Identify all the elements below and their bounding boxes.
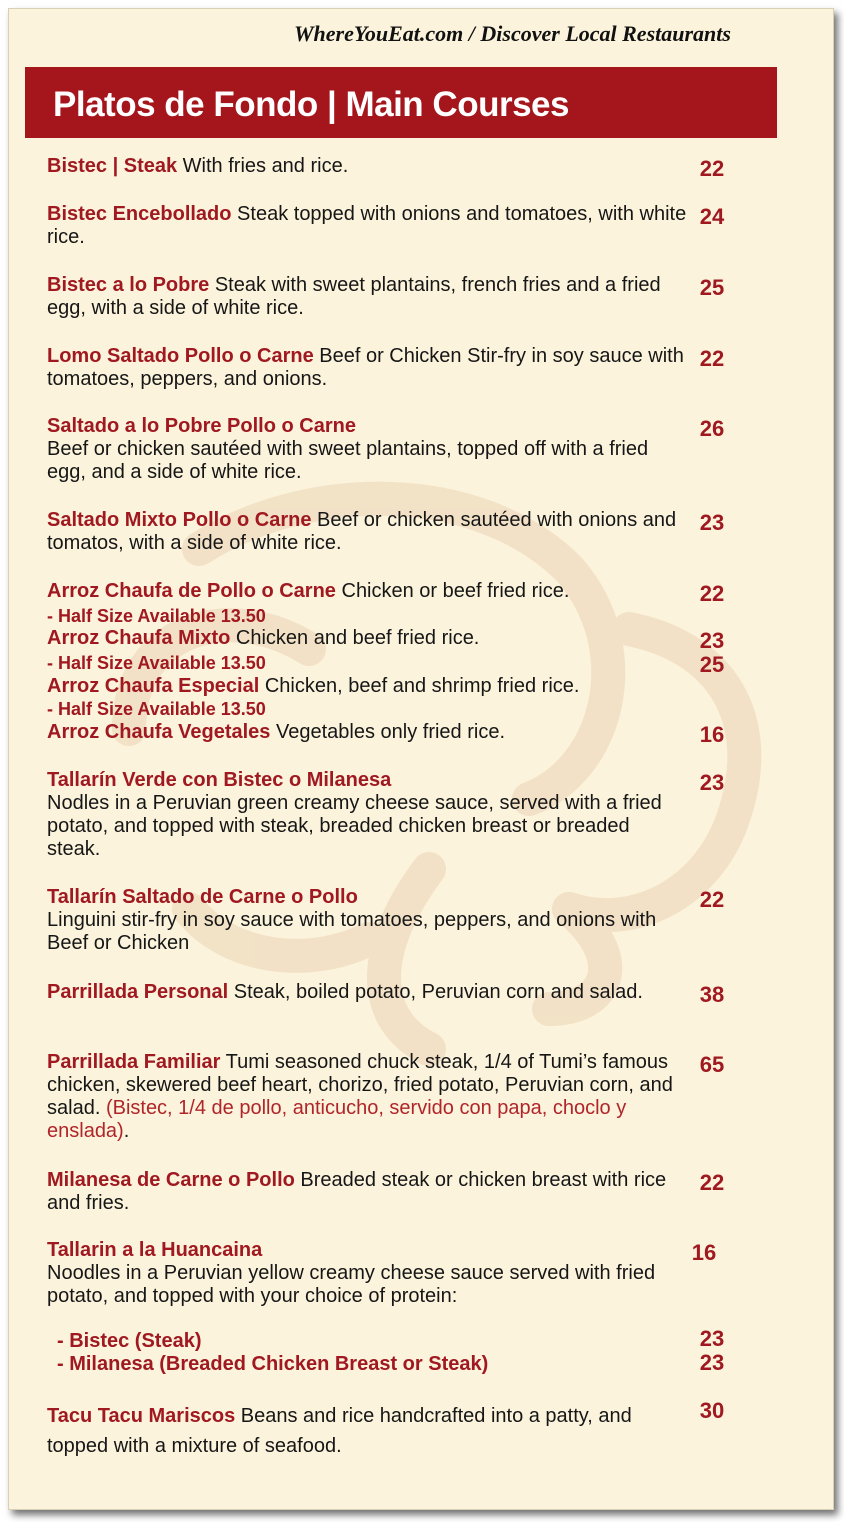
half-size-note: - Half Size Available 13.50 [47, 653, 266, 673]
item-price: 24 [699, 204, 725, 229]
item-price: 23 [699, 770, 725, 795]
menu-item-arroz-chaufa-mixto [47, 627, 687, 650]
item-name: Saltado Mixto Pollo o Carne [47, 509, 312, 531]
item-price: 26 [699, 416, 725, 441]
item-name: Bistec Encebollado [47, 203, 232, 225]
item-description: Steak topped with onions and tomatoes, with white rice. [47, 203, 687, 248]
half-size-note: - Half Size Available 13.50 [47, 606, 266, 626]
item-description: Steak with sweet plantains, french fries and a fried egg, with a side of white rice. [47, 274, 661, 319]
menu-item-lomo-saltado [47, 345, 687, 391]
item-price: 25 [699, 652, 725, 677]
menu-page [8, 8, 834, 1510]
item-name: Tallarín Saltado de Carne o Pollo [47, 886, 358, 908]
item-description: Noodles in a Peruvian yellow creamy cheese sauce served with fried potato, and topped with your choice of protein: [47, 1262, 656, 1307]
item-description: Beef or chicken sautéed with onions and tomatos, with a side of white rice. [47, 509, 677, 554]
item-price: 22 [699, 346, 725, 371]
item-description-spanish: (Bistec, 1/4 de pollo, anticucho, servido con papa, choclo y enslada) [47, 1097, 627, 1142]
menu-item-bistec-a-lo-pobre [47, 274, 687, 320]
menu-item-saltado-mixto [47, 509, 687, 555]
menu-item-arroz-chaufa-vegetales [47, 721, 687, 744]
item-description: Nodles in a Peruvian green creamy cheese sauce, served with a fried potato, and topped with steak, breaded chicken breast or breaded steak. [47, 792, 662, 860]
item-price: 65 [699, 1052, 725, 1077]
menu-item-milanesa [47, 1169, 687, 1215]
item-price: 22 [699, 887, 725, 912]
item-description: Linguini stir-fry in soy sauce with tomatoes, peppers, and onions with Beef or Chicken [47, 909, 657, 954]
item-description: Beans and rice handcrafted into a patty, and topped with a mixture of seafood. [47, 1405, 632, 1457]
menu-item-bistec [47, 155, 687, 178]
menu-item-tallarin-huancaina [47, 1239, 687, 1308]
item-price: 22 [699, 156, 725, 181]
item-name: Tallarin a la Huancaina [47, 1239, 263, 1261]
item-name: Tallarín Verde con Bistec o Milanesa [47, 769, 392, 791]
item-price: 16 [691, 1240, 717, 1265]
site-watermark[interactable]: WhereYouEat.com / Discover Local Restaurants [294, 21, 731, 46]
item-name: Arroz Chaufa Mixto [47, 627, 231, 649]
menu-item-arroz-chaufa-especial [47, 675, 687, 698]
section-header [25, 67, 777, 138]
menu-item-tallarin-verde [47, 769, 687, 861]
item-description: Chicken, beef and shrimp fried rice. [259, 675, 580, 697]
item-price: 30 [699, 1398, 725, 1423]
half-size-note: - Half Size Available 13.50 [47, 699, 266, 719]
item-name: Tacu Tacu Mariscos [47, 1405, 236, 1427]
item-name: Parrillada Familiar [47, 1051, 221, 1073]
item-name: Arroz Chaufa Vegetales [47, 721, 271, 743]
item-description: Beef or chicken sautéed with sweet plantains, topped off with a fried egg, and a side of white rice. [47, 438, 649, 483]
item-name: Bistec a lo Pobre [47, 274, 210, 296]
menu-item-arroz-chaufa [47, 580, 687, 603]
item-description: With fries and rice. [177, 155, 349, 177]
protein-option: - Bistec (Steak) [57, 1330, 202, 1352]
item-name: Saltado a lo Pobre Pollo o Carne [47, 415, 356, 437]
item-price: 25 [699, 275, 725, 300]
protein-option: - Milanesa (Breaded Chicken Breast or Steak) [57, 1353, 489, 1375]
item-price: 38 [699, 982, 725, 1007]
item-name: Parrillada Personal [47, 981, 229, 1003]
menu-item-bistec-encebollado [47, 203, 687, 249]
option-price: 23 [699, 1326, 725, 1351]
item-price: 16 [699, 722, 725, 747]
item-price: 22 [699, 581, 725, 606]
item-price: 23 [699, 628, 725, 653]
item-description: Beef or Chicken Stir-fry in soy sauce with tomatoes, peppers, and onions. [47, 345, 684, 390]
item-description: Chicken and beef fried rice. [230, 627, 480, 649]
item-name: Arroz Chaufa de Pollo o Carne [47, 580, 336, 602]
menu-item-saltado-a-lo-pobre [47, 415, 687, 484]
menu-item-parrillada-familiar [47, 1051, 687, 1143]
item-price: 23 [699, 510, 725, 535]
item-name: Arroz Chaufa Especial [47, 675, 260, 697]
option-price: 23 [699, 1350, 725, 1375]
item-name: Lomo Saltado Pollo o Carne [47, 345, 314, 367]
item-description: Steak, boiled potato, Peruvian corn and salad. [228, 981, 643, 1003]
item-description: Breaded steak or chicken breast with rice and fries. [47, 1169, 667, 1214]
item-description-end: . [123, 1120, 130, 1142]
item-description: Vegetables only fried rice. [270, 721, 506, 743]
menu-item-tacu-tacu [47, 1401, 687, 1461]
menu-item-tallarin-saltado [47, 886, 687, 955]
item-name: Bistec | Steak [47, 155, 178, 177]
item-description: Tumi seasoned chuck steak, 1/4 of Tumi’s famous chicken, skewered beef heart, chorizo, fried potato, Peruvian corn, and salad. [47, 1051, 673, 1119]
item-name: Milanesa de Carne o Pollo [47, 1169, 295, 1191]
menu-item-parrillada-personal [47, 981, 687, 1004]
item-price: 22 [699, 1170, 725, 1195]
section-title: Platos de Fondo | Main Courses [53, 85, 569, 124]
item-description: Chicken or beef fried rice. [335, 580, 570, 602]
